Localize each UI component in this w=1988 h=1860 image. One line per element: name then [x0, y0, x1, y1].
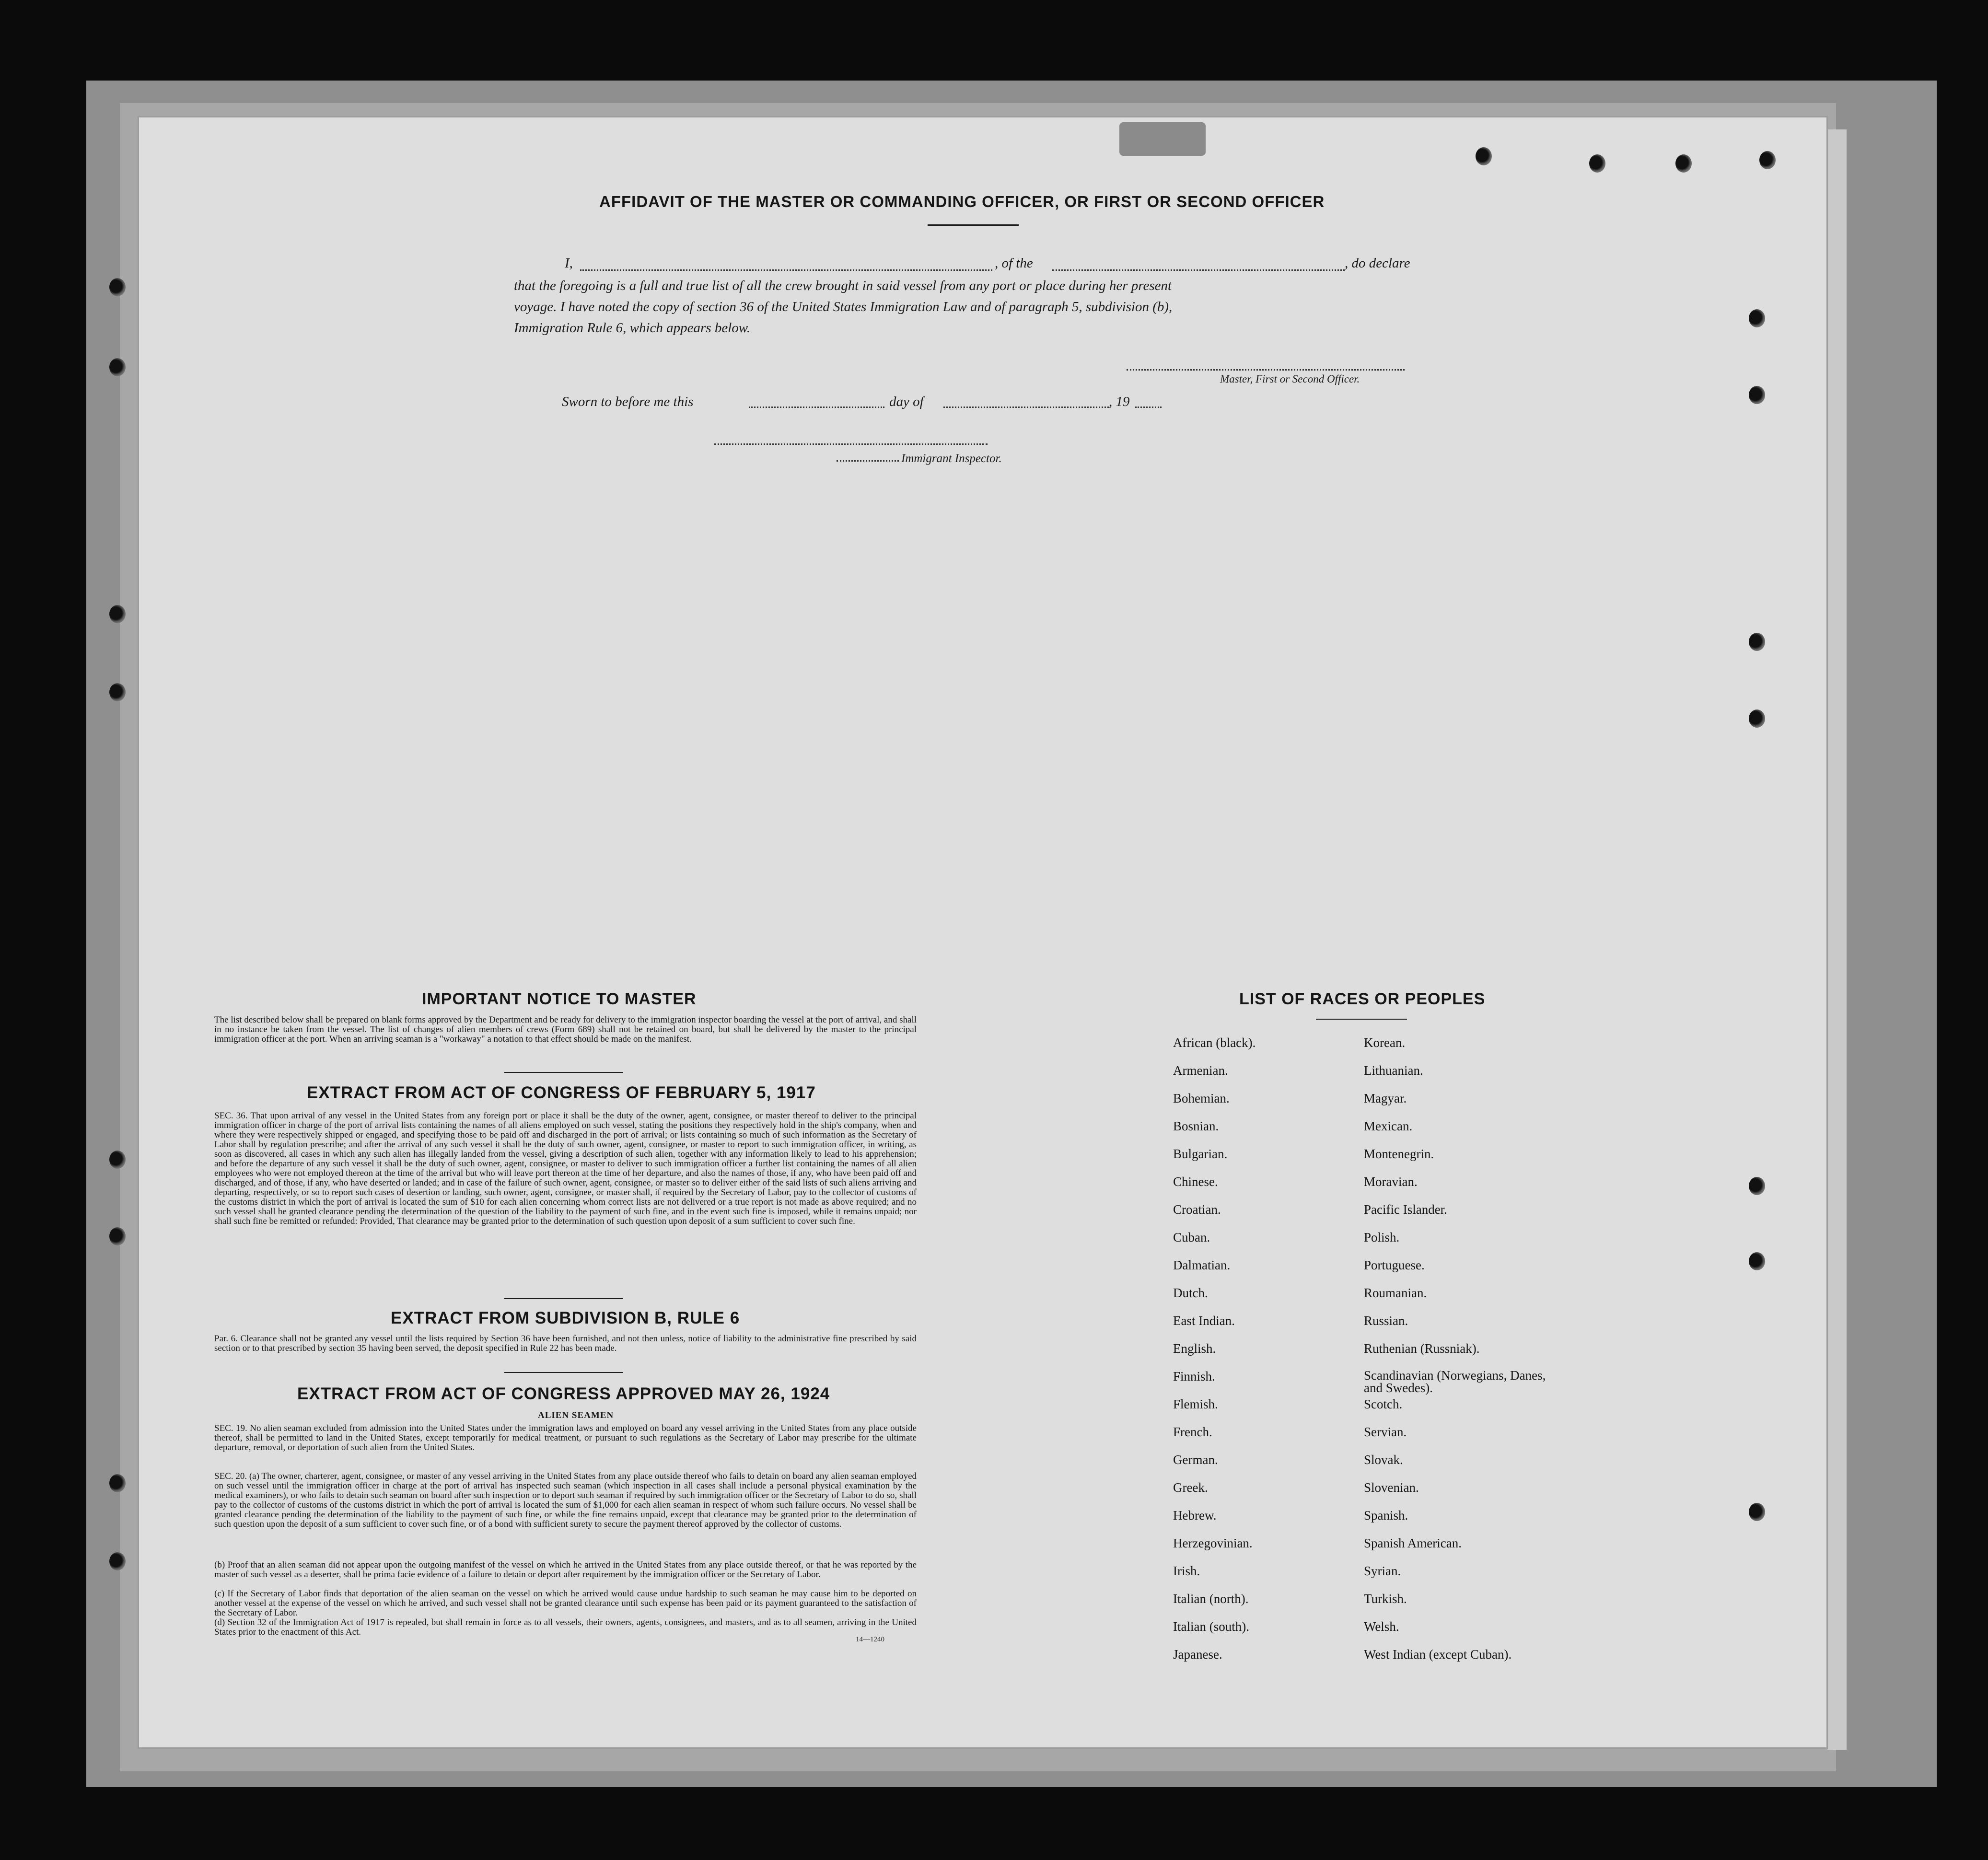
race-item: Croatian. [1173, 1202, 1221, 1217]
extract-rule6-rule [504, 1372, 623, 1373]
notice-text: The list described below shall be prepared on blank forms approved by the Department and be ready for delivery to the immigration inspector boarding the vessel at the port of arrival, and shall in no instance be taken from the vessel. The list of changes of alien members of crews (Form 689) shall not be retained on board, but shall be delivered by the master to the principal immigration officer at the port. When an arriving seaman is a "workaway" a notation to that effect should be made on the manifest. [214, 1015, 917, 1044]
master-signature-label: Master, First or Second Officer. [1220, 373, 1360, 385]
race-item: Magyar. [1364, 1091, 1407, 1105]
binder-hole [1749, 386, 1765, 404]
extract-1924-sec20d: (d) Section 32 of the Immigration Act of 1917 is repealed, but shall remain in force as to all vessels, their owners, agents, consignees, and masters, and as to all seamen, arriving in the United States prior to the enactment of this Act. [214, 1617, 917, 1637]
race-item: Chinese. [1173, 1174, 1218, 1189]
inspector-label-lead [837, 460, 899, 462]
binder-hole [109, 1474, 126, 1492]
binder-hole [1749, 1252, 1765, 1270]
notice-title: IMPORTANT NOTICE TO MASTER [422, 990, 697, 1008]
binder-hole [109, 683, 126, 701]
race-item: Herzegovinian. [1173, 1536, 1253, 1550]
binder-hole [1759, 151, 1776, 169]
stamp-mark [1119, 122, 1206, 156]
sworn-month-blank [943, 407, 1109, 408]
race-item: Korean. [1364, 1035, 1406, 1050]
race-item: Flemish. [1173, 1397, 1218, 1411]
binder-hole [1749, 1503, 1765, 1521]
race-item: Dutch. [1173, 1286, 1208, 1300]
extract-1924-sec20c: (c) If the Secretary of Labor finds that deportation of the alien seaman on the vessel on which he arrived would cause undue hardship to such seaman he may cause him to be deported on another vessel at the expense of the vessel on which he arrived, and such vessel shall not be granted clearance until such expense has been paid or its payment guaranteed to the satisfaction of the Secretary of Labor. [214, 1589, 917, 1618]
race-item: Armenian. [1173, 1063, 1228, 1078]
inspector-label: Immigrant Inspector. [901, 452, 1002, 465]
binder-hole [1589, 154, 1605, 173]
extract-1917-rule [504, 1298, 623, 1299]
binder-hole [109, 358, 126, 376]
binder-hole [1476, 147, 1492, 165]
race-item: West Indian (except Cuban). [1364, 1647, 1512, 1662]
sworn-year-prefix: , 19 [1109, 394, 1130, 409]
race-item: Slovak. [1364, 1453, 1403, 1467]
race-item: Roumanian. [1364, 1286, 1427, 1300]
race-item: German. [1173, 1453, 1218, 1467]
race-item: Irish. [1173, 1564, 1200, 1578]
binder-hole [1749, 633, 1765, 651]
binder-hole [109, 1227, 126, 1245]
affidavit-body-line3: Immigration Rule 6, which appears below. [514, 320, 751, 336]
master-name-blank [580, 269, 992, 271]
race-item: English. [1173, 1341, 1216, 1356]
form-number: 14—1240 [856, 1636, 884, 1643]
race-item: Montenegrin. [1364, 1147, 1434, 1161]
race-item: Slovenian. [1364, 1480, 1419, 1495]
race-item: Italian (north). [1173, 1592, 1249, 1606]
race-item: Servian. [1364, 1425, 1407, 1439]
race-item: East Indian. [1173, 1314, 1235, 1328]
binder-hole [109, 278, 126, 296]
master-signature-line [1127, 369, 1405, 371]
binder-hole [109, 1552, 126, 1570]
vessel-name-blank [1052, 269, 1345, 271]
affidavit-body-line2: voyage. I have noted the copy of section 36 of the United States Immigration Law and of paragraph 5, subdivision (b), [514, 299, 1173, 314]
binder-hole [1749, 309, 1765, 327]
race-item: Lithuanian. [1364, 1063, 1423, 1078]
race-item: African (black). [1173, 1035, 1256, 1050]
race-item: Polish. [1364, 1230, 1400, 1244]
affidavit-title-rule [928, 224, 1019, 226]
affidavit-title: AFFIDAVIT OF THE MASTER OR COMMANDING OFFICER, OR FIRST OR SECOND OFFICER [599, 193, 1325, 210]
race-item: Spanish American. [1364, 1536, 1462, 1550]
race-item: Dalmatian. [1173, 1258, 1231, 1272]
race-item: French. [1173, 1425, 1212, 1439]
binder-hole [1749, 1177, 1765, 1195]
extract-rule6-title: EXTRACT FROM SUBDIVISION B, RULE 6 [391, 1309, 740, 1327]
race-item: Russian. [1364, 1314, 1408, 1328]
race-item: Spanish. [1364, 1508, 1408, 1523]
races-right-column [1364, 1035, 1565, 1675]
race-item: Ruthenian (Russniak). [1364, 1341, 1480, 1356]
affidavit-i: I, [565, 256, 573, 271]
race-item: Bosnian. [1173, 1119, 1219, 1133]
notice-rule [504, 1072, 623, 1073]
race-item: Italian (south). [1173, 1619, 1249, 1634]
race-item: Bohemian. [1173, 1091, 1230, 1105]
race-item: Portuguese. [1364, 1258, 1425, 1272]
extract-1924-sec20b: (b) Proof that an alien seaman did not appear upon the outgoing manifest of the vessel on which he arrived in the United States from any place outside thereof, or that he was reported by the master of such vessel as a deserter, shall be prima facie evidence of a failure to detain or deport after requirement by the immigration officer or the Secretary of Labor. [214, 1560, 917, 1580]
sworn-day-blank [749, 407, 884, 408]
race-item: Mexican. [1364, 1119, 1413, 1133]
binder-hole [1749, 709, 1765, 728]
races-title-rule [1316, 1019, 1407, 1020]
race-item: Pacific Islander. [1364, 1202, 1447, 1217]
extract-1917-title: EXTRACT FROM ACT OF CONGRESS OF FEBRUARY 5, 1917 [307, 1083, 816, 1102]
races-title: LIST OF RACES OR PEOPLES [1239, 990, 1486, 1008]
race-item: Hebrew. [1173, 1508, 1217, 1523]
affidavit-body-line1: that the foregoing is a full and true list of all the crew brought in said vessel from any port or place during her present [514, 278, 1172, 293]
binder-hole [109, 605, 126, 623]
sworn-year-blank [1135, 407, 1162, 408]
inspector-signature-line [714, 443, 988, 445]
extract-1924-sec20a: SEC. 20. (a) The owner, charterer, agent, consignee, or master of any vessel arriving in the United States from any place outside thereof who fails to detain on board any alien seaman employed on such vessel until the immigration officer in charge at the port of arrival has inspected such seaman (which inspection in all cases shall include a personal physical examination by the medical examiners), or who fails to detain such seaman on board after such inspection or to deport such seaman if required by such immigration officer or the Secretary of Labor to do so, shall pay to the collector of customs of the customs district in which the port of arrival is located the sum of $1,000 for each alien seaman in respect of whom such failure occurs. No vessel shall be granted clearance pending the determination of the liability to the payment of such fine, or while the fine remains unpaid, except that clearance may be granted prior to the determination of such question upon the deposit of a sum sufficient to cover such fine, or of a bond with sufficient surety to secure the payment thereof approved by the collector of customs. [214, 1471, 917, 1529]
sheet-edge-right [1827, 129, 1847, 1750]
race-item: Japanese. [1173, 1647, 1222, 1662]
race-item: Greek. [1173, 1480, 1208, 1495]
sworn-day-of: day of [889, 394, 924, 409]
extract-1924-sec19: SEC. 19. No alien seaman excluded from admission into the United States under the immigration laws and employed on board any vessel arriving in the United States from any place outside thereof, shall be permitted to land in the United States, except temporarily for medical treatment, or pursuant to such regulations as the Secretary of Labor may prescribe for the ultimate departure, removal, or deportation of such alien from the United States. [214, 1423, 917, 1453]
race-item: Scandinavian (Norwegians, Danes, and Swedes). [1364, 1368, 1546, 1395]
races-left-column [1173, 1035, 1256, 1675]
affidavit-do-declare: , do declare [1345, 256, 1410, 271]
race-item: Bulgarian. [1173, 1147, 1228, 1161]
race-item: Scotch. [1364, 1397, 1403, 1411]
race-item: Cuban. [1173, 1230, 1210, 1244]
extract-rule6-text: Par. 6. Clearance shall not be granted any vessel until the lists required by Section 36 have been furnished, and not then unless, notice of liability to the administrative fine prescribed by said section or to that prescribed by section 35 having been served, the deposit specified in Rule 22 has been made. [214, 1334, 917, 1353]
sworn-prefix: Sworn to before me this [562, 394, 694, 409]
extract-1924-subtitle: ALIEN SEAMEN [538, 1410, 614, 1420]
binder-hole [109, 1151, 126, 1169]
extract-1924-title: EXTRACT FROM ACT OF CONGRESS APPROVED MAY 26, 1924 [297, 1384, 830, 1403]
race-item: Moravian. [1364, 1174, 1418, 1189]
binder-hole [1675, 154, 1692, 173]
race-item: Finnish. [1173, 1369, 1215, 1383]
affidavit-of-the: , of the [995, 256, 1033, 271]
race-item: Turkish. [1364, 1592, 1407, 1606]
extract-1917-text: SEC. 36. That upon arrival of any vessel in the United States from any foreign port or place it shall be the duty of the owner, agent, consignee, or master thereof to deliver to the principal immigration officer in charge of the port of arrival lists containing the names of all aliens employed on such vessel, stating the positions they respectively hold in the ship's company, when and where they were respectively shipped or engaged, and specifying those to be paid off and discharged in the port of arrival; or lists containing so much of such information as the Secretary of Labor shall by regulation prescribe; and after the arrival of any such vessel it shall be the duty of such owner, agent, consignee, or master to report to such immigration officer, in writing, as soon as discovered, all cases in which any such alien has illegally landed from the vessel, giving a description of such alien, together with any information likely to lead to his apprehension; and before the departure of any such vessel it shall be the duty of such owner, agent, consignee, or master to deliver to such immigration officer a further list containing the names of all alien employees who were not employed thereon at the time of the arrival but who will leave port thereon at the time of her departure, and also the names of those, if any, who have been paid off and discharged, and of those, if any, who have deserted or landed; and in case of the failure of such owner, agent, consignee, or master so to deliver either of the said lists of such aliens arriving and departing, respectively, or so to report such cases of desertion or landing, such owner, agent, consignee, or master shall, if required by the Secretary of Labor, pay to the collector of customs of the customs district in which the port of arrival is located the sum of $10 for each alien concerning whom correct lists are not delivered or a true report is not made as above required; and no such vessel shall be granted clearance pending the determination of the question of the liability to the payment of such fine, and in the event such fine is imposed, while it remains unpaid; nor shall such fine be remitted or refunded: Provided, That clearance may be granted prior to the determination of such question upon deposit of a sum sufficient to cover such fine. [214, 1111, 917, 1226]
race-item: Welsh. [1364, 1619, 1399, 1634]
race-item: Syrian. [1364, 1564, 1401, 1578]
